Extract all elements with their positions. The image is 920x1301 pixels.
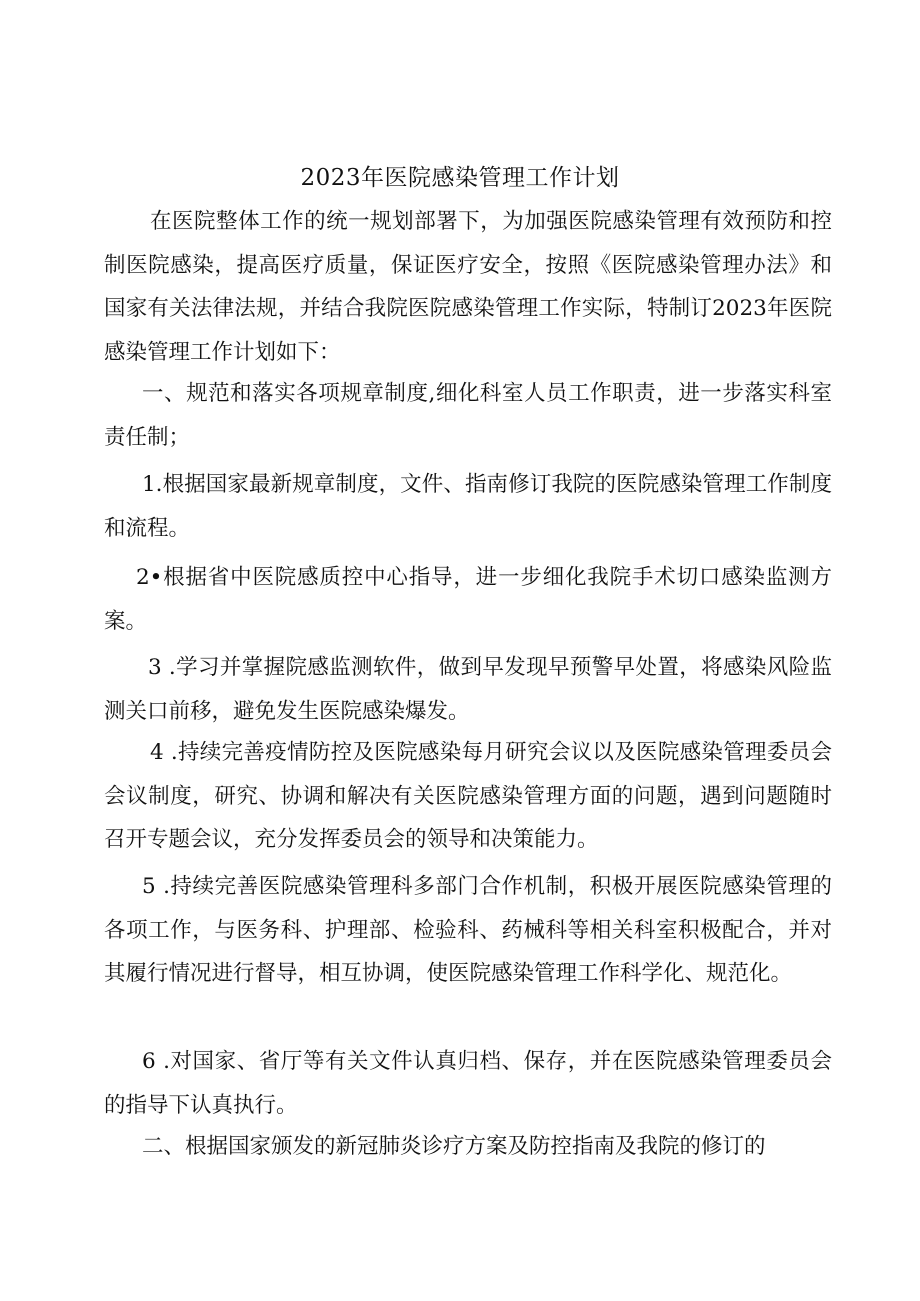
intro-paragraph: 在医院整体工作的统一规划部署下，为加强医院感染管理有效预防和控制医院感染，提高医疗质量，保证医疗安全，按照《医院感染管理办法》和国家有关法律法规，并结合我院医院感染管理工作实际，特制订2023年医院感染管理工作计划如下：	[104, 209, 832, 365]
section-two-heading: 二、根据国家颁发的新冠肺炎诊疗方案及防控指南及我院的修订的	[142, 1134, 766, 1159]
document-title: 2023年医院感染管理工作计划	[300, 165, 620, 191]
section-one-item-6: 6 .对国家、省厅等有关文件认真归档、保存，并在医院感染管理委员会的指导下认真执行。	[104, 1049, 832, 1118]
section-one-item-3: 3 .学习并掌握院感监测软件，做到早发现早预警早处置，将感染风险监测关口前移，避免发生医院感染爆发。	[104, 655, 832, 724]
section-one-item-1: 1.根据国家最新规章制度，文件、指南修订我院的医院感染管理工作制度和流程。	[104, 472, 832, 541]
section-one-item-4: 4 .持续完善疫情防控及医院感染每月研究会议以及医院感染管理委员会会议制度，研究、协调和解决有关医院感染管理方面的问题，遇到问题随时召开专题会议，充分发挥委员会的领导和决策能力。	[104, 740, 832, 852]
section-one-item-2: 2•根据省中医院感质控中心指导，进一步细化我院手术切口感染监测方案。	[104, 565, 832, 634]
section-one-item-5: 5 .持续完善医院感染管理科多部门合作机制，积极开展医院感染管理的各项工作，与医务科、护理部、检验科、药械科等相关科室积极配合，并对其履行情况进行督导，相互协调，使医院感染管理工作科学化、规范化。	[104, 874, 832, 986]
section-one-heading: 一、规范和落实各项规章制度,细化科室人员工作职责，进一步落实科室责任制；	[104, 381, 832, 450]
